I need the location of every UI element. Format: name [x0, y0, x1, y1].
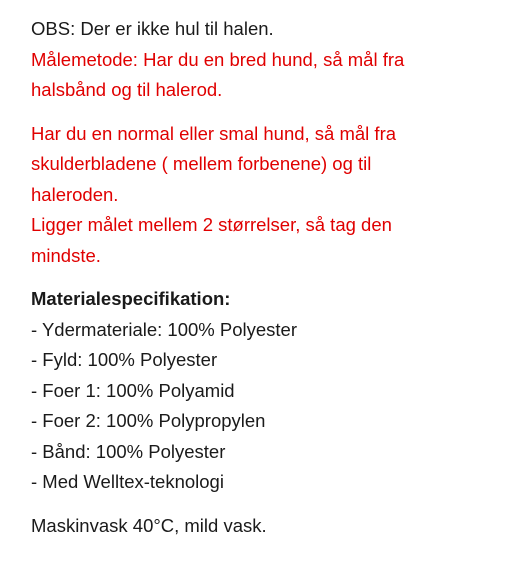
material-item: - Bånd: 100% Polyester [31, 440, 226, 462]
measure-line: Målemetode: Har du en bred hund, så mål fra [31, 48, 405, 70]
measure-line: Ligger målet mellem 2 størrelser, så tag den [31, 214, 392, 235]
measure-line: mindste. [31, 244, 101, 266]
measure-line: haleroden. [31, 183, 119, 205]
materials-heading: Materialespecifikation: [31, 288, 231, 309]
materials-section [31, 284, 491, 498]
measure-line: halsbånd og til halerod. [31, 79, 223, 100]
paragraph-gap [31, 498, 491, 511]
care-instructions: Maskinvask 40°C, mild vask. [31, 514, 267, 536]
measure-line: Har du en normal eller smal hund, så mål fra [31, 122, 397, 144]
material-item: - Med Welltex-teknologi [31, 471, 224, 492]
material-item: - Ydermateriale: 100% Polyester [31, 318, 297, 340]
material-item: - Foer 1: 100% Polyamid [31, 379, 235, 401]
notice-text: OBS: Der er ikke hul til halen. [31, 18, 274, 39]
measure-instructions-b [31, 119, 491, 272]
paragraph-gap [31, 106, 491, 119]
measure-instructions-a [31, 45, 491, 106]
paragraph-gap [31, 271, 491, 284]
material-item: - Fyld: 100% Polyester [31, 349, 218, 370]
measure-line: skulderbladene ( mellem forbenene) og til [31, 153, 372, 174]
material-item: - Foer 2: 100% Polypropylen [31, 410, 266, 431]
